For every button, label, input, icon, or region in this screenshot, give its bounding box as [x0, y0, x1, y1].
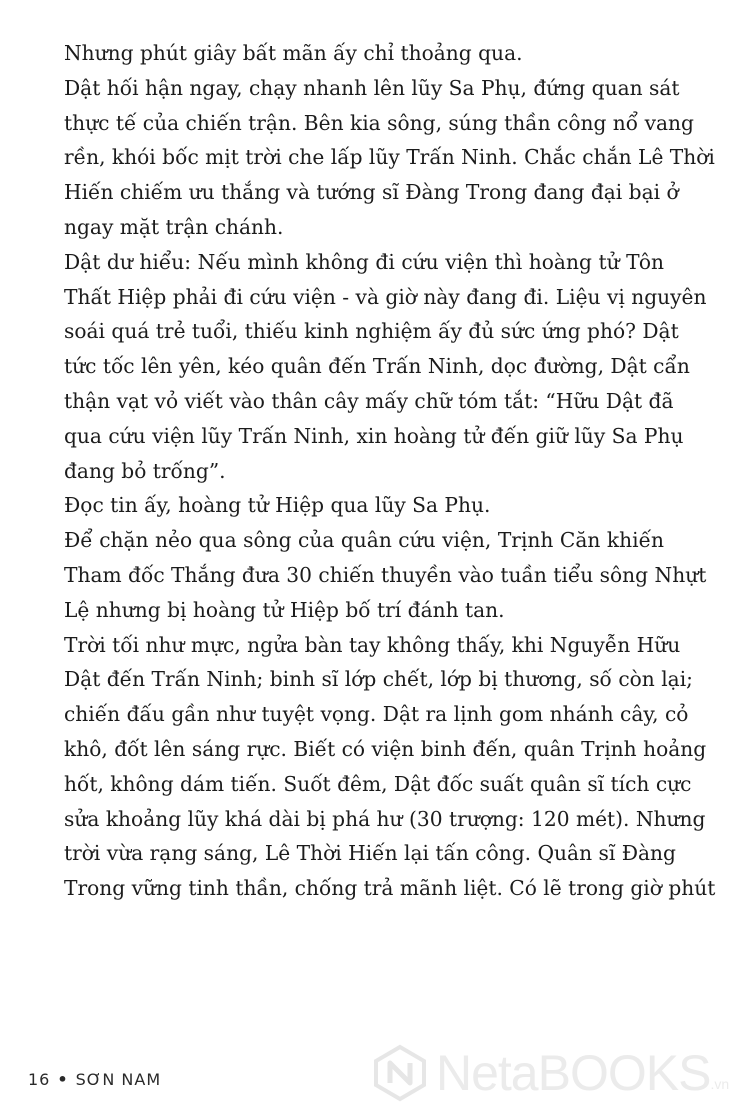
text-line: chiến đấu gần như tuyệt vọng. Dật ra lịnh gom nhánh cây, cỏ [64, 702, 689, 727]
page-number: 16 [28, 1070, 51, 1089]
text-line: Dật đến Trấn Ninh; binh sĩ lớp chết, lớp bị thương, số còn lại; [64, 667, 693, 692]
netabooks-logo-icon [372, 1045, 428, 1101]
text-line: Nhưng phút giây bất mãn ấy chỉ thoảng qua. [64, 41, 523, 65]
paragraph [64, 523, 707, 627]
watermark-suffix: .vn [710, 1076, 729, 1092]
paragraph [64, 628, 716, 906]
paragraph [64, 36, 664, 71]
paragraph [64, 71, 715, 245]
text-line: thận vạt vỏ viết vào thân cây mấy chữ tóm tắt: “Hữu Dật đã [64, 388, 674, 413]
watermark [372, 1044, 729, 1102]
footer-separator: • [57, 1070, 69, 1089]
page-body [64, 36, 716, 906]
text-line: Dật dư hiểu: Nếu mình không đi cứu viện thì hoàng tử Tôn [64, 249, 664, 274]
text-line: Để chặn nẻo qua sông của quân cứu viện, Trịnh Căn khiến [64, 528, 664, 553]
text-line: sửa khoảng lũy khá dài bị phá hư (30 trượng: 120 mét). Nhưng [64, 806, 706, 831]
text-line: Hiến chiếm ưu thắng và tướng sĩ Đàng Trong đang đại bại ở [64, 180, 679, 205]
text-line: thực tế của chiến trận. Bên kia sông, súng thần công nổ vang [64, 110, 694, 135]
text-line: Lệ nhưng bị hoàng tử Hiệp bố trí đánh tan. [64, 597, 505, 622]
text-line: Trong vững tinh thần, chống trả mãnh liệt. Có lẽ trong giờ phút [64, 876, 716, 901]
paragraph [64, 488, 664, 523]
text-line: Tham đốc Thắng đưa 30 chiến thuyền vào tuần tiểu sông Nhựt [64, 562, 707, 587]
text-line: Dật hối hận ngay, chạy nhanh lên lũy Sa Phụ, đứng quan sát [64, 75, 680, 100]
text-line: Đọc tin ấy, hoàng tử Hiệp qua lũy Sa Phụ. [64, 493, 491, 518]
author-name: SƠN NAM [75, 1070, 162, 1089]
paragraph [64, 245, 707, 489]
text-line: khô, đốt lên sáng rực. Biết có viện binh đến, quân Trịnh hoảng [64, 736, 707, 761]
text-line: hốt, không dám tiến. Suốt đêm, Dật đốc suất quân sĩ tích cực [64, 771, 692, 796]
text-line: Thất Hiệp phải đi cứu viện - và giờ này đang đi. Liệu vị nguyên [64, 284, 707, 309]
text-line: đang bỏ trống”. [64, 458, 226, 483]
text-line: ngay mặt trận chánh. [64, 214, 284, 239]
page-footer [28, 1070, 161, 1089]
watermark-brand: NetaBOOKS [436, 1045, 711, 1101]
text-line: soái quá trẻ tuổi, thiếu kinh nghiệm ấy đủ sức ứng phó? Dật [64, 319, 679, 344]
text-line: qua cứu viện lũy Trấn Ninh, xin hoàng tử đến giữ lũy Sa Phụ [64, 423, 684, 448]
text-line: trời vừa rạng sáng, Lê Thời Hiến lại tấn công. Quân sĩ Đàng [64, 841, 676, 866]
text-line: Trời tối như mực, ngửa bàn tay không thấy, khi Nguyễn Hữu [64, 632, 681, 657]
text-line: rền, khói bốc mịt trời che lấp lũy Trấn Ninh. Chắc chắn Lê Thời [64, 145, 715, 170]
text-line: tức tốc lên yên, kéo quân đến Trấn Ninh, dọc đường, Dật cẩn [64, 354, 690, 379]
